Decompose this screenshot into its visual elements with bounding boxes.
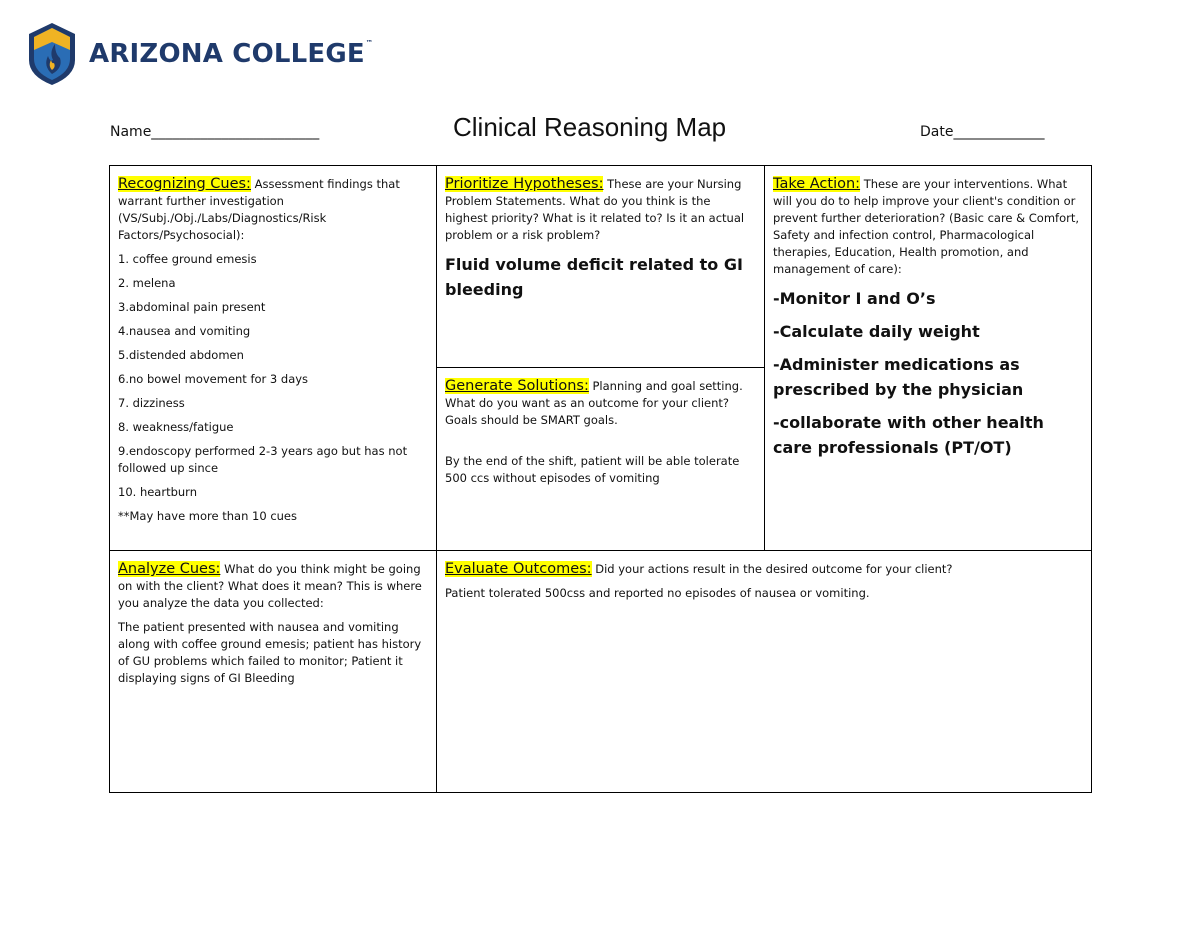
cue-list xyxy=(118,251,428,525)
logo-text: ARIZONA COLLEGE™ xyxy=(89,39,374,69)
list-item: **May have more than 10 cues xyxy=(118,509,298,523)
intervention-item: -collaborate with other health care professionals (PT/OT) xyxy=(773,413,1044,457)
recognizing-cues-cell xyxy=(110,166,436,550)
intervention-item: -Administer medications as prescribed by the physician xyxy=(773,355,1024,399)
analyze-cues-cell xyxy=(110,551,436,792)
college-logo xyxy=(27,22,373,86)
shield-flame-icon xyxy=(27,22,77,86)
list-item: 4.nausea and vomiting xyxy=(118,324,251,338)
generate-solutions-description: Planning and goal setting. What do you want as an outcome for your client? Goals should be SMART goals. xyxy=(445,379,743,427)
list-item: 6.no bowel movement for 3 days xyxy=(118,372,309,386)
evaluate-outcomes-cell xyxy=(437,551,1091,792)
intervention-item: -Calculate daily weight xyxy=(773,322,980,341)
recognizing-cues-description: Assessment findings that warrant further investigation (VS/Subj./Obj./Labs/Diagnostics/Risk Factors/Psychosocial): xyxy=(118,177,400,242)
list-item: 2. melena xyxy=(118,276,176,290)
list-item: 5.distended abdomen xyxy=(118,348,244,362)
intervention-item: -Monitor I and O’s xyxy=(773,289,936,308)
evaluate-outcomes-heading: Evaluate Outcomes: xyxy=(445,561,592,577)
take-action-description: These are your interventions. What will you do to help improve your client's condition or prevent further deterioration? (Basic care & Comfort, Safety and infection control, Pharmacological therapies, Education, Health promotion, and management of care): xyxy=(773,177,1080,276)
prioritize-hypotheses-cell xyxy=(437,166,764,367)
date-field-label: Date_____________ xyxy=(920,124,1045,140)
name-field-label: Name________________________ xyxy=(110,124,320,140)
evaluate-outcomes-answer: Patient tolerated 500css and reported no episodes of nausea or vomiting. xyxy=(445,586,870,600)
take-action-cell xyxy=(765,166,1091,550)
list-item: 10. heartburn xyxy=(118,485,197,499)
recognizing-cues-heading: Recognizing Cues: xyxy=(118,176,251,192)
analyze-cues-description: What do you think might be going on with the client? What does it mean? This is where you analyze the data you collected: xyxy=(118,562,422,610)
list-item: 9.endoscopy performed 2-3 years ago but has not followed up since xyxy=(118,444,408,475)
generate-solutions-cell xyxy=(437,368,764,550)
analyze-cues-heading: Analyze Cues: xyxy=(118,561,221,577)
list-item: 8. weakness/fatigue xyxy=(118,420,234,434)
page-title: Clinical Reasoning Map xyxy=(453,112,727,142)
prioritize-hypotheses-answer: Fluid volume deficit related to GI bleeding xyxy=(445,255,743,299)
prioritize-hypotheses-description: These are your Nursing Problem Statements. What do you think is the highest priority? What is it related to? Is it an actual problem or a risk problem? xyxy=(445,177,745,242)
analyze-cues-answer: The patient presented with nausea and vomiting along with coffee ground emesis; patient has history of GU problems which failed to monitor; Patient it displaying signs of GI Bleeding xyxy=(118,620,422,685)
list-item: 1. coffee ground emesis xyxy=(118,252,257,266)
prioritize-hypotheses-heading: Prioritize Hypotheses: xyxy=(445,176,604,192)
evaluate-outcomes-description: Did your actions result in the desired outcome for your client? xyxy=(595,562,953,576)
list-item: 3.abdominal pain present xyxy=(118,300,266,314)
take-action-heading: Take Action: xyxy=(773,176,861,192)
generate-solutions-answer: By the end of the shift, patient will be able tolerate 500 ccs without episodes of vomiting xyxy=(445,454,740,485)
list-item: 7. dizziness xyxy=(118,396,185,410)
generate-solutions-heading: Generate Solutions: xyxy=(445,378,589,394)
header-row xyxy=(110,112,1090,148)
reasoning-map-grid xyxy=(109,165,1092,793)
